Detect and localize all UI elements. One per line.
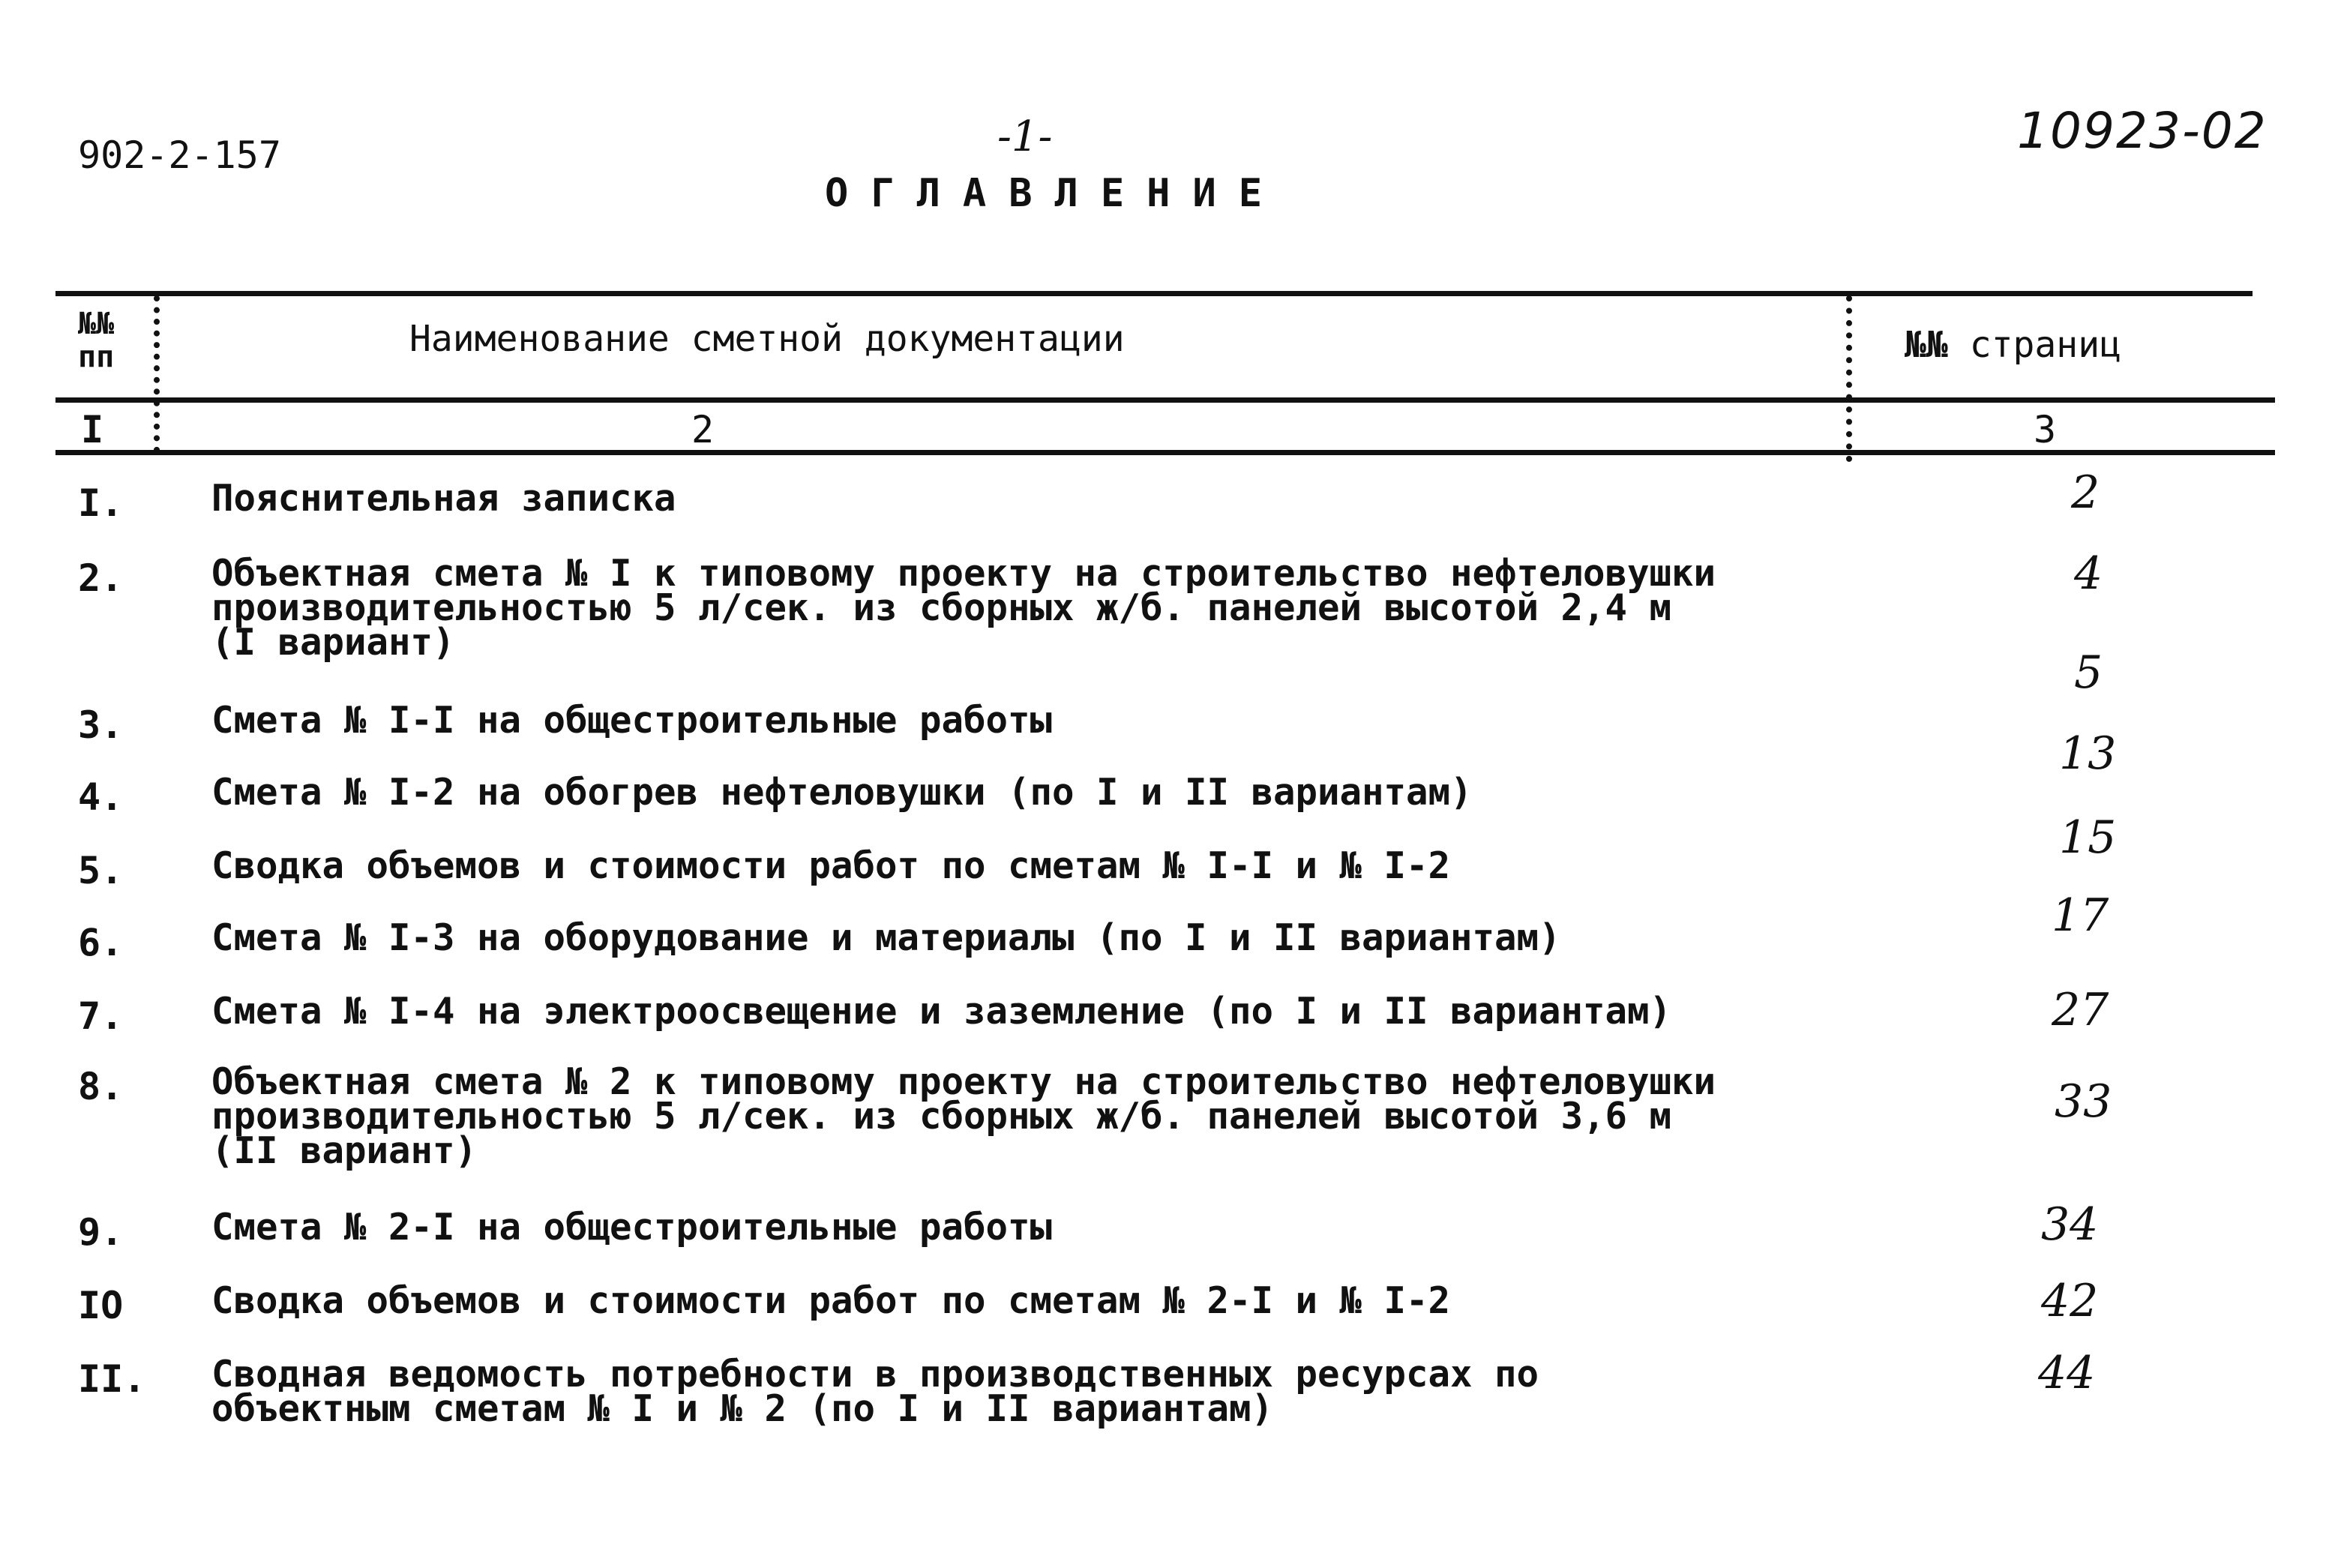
table-top-rule <box>55 291 2253 296</box>
row-title <box>211 771 1473 814</box>
header-name-column: Наименование сметной документации <box>409 318 1125 360</box>
page-ref: 34 <box>2041 1198 2099 1251</box>
column-numbers-bottom-rule <box>55 450 2275 455</box>
row-title-line: (I вариант) <box>211 621 455 664</box>
row-number: 2. <box>78 556 124 600</box>
row-title-line: Смета № I-3 на оборудование и материалы (по I и II вариантам) <box>211 916 1561 959</box>
row-title <box>211 1206 1053 1249</box>
header-number-line2: пп <box>78 340 115 374</box>
row-title-line: производительностью 5 л/сек. из сборных ж/б. панелей высотой 3,6 м <box>211 1095 1672 1138</box>
row-title <box>211 699 1053 742</box>
row-title <box>211 844 1451 887</box>
page-ref: 17 <box>2052 889 2109 942</box>
page-ref: 13 <box>2059 727 2117 780</box>
row-title <box>211 916 1561 959</box>
header-pages-column <box>1905 324 2121 366</box>
row-number: IO <box>78 1284 124 1327</box>
header-number-column <box>78 307 114 373</box>
row-number: 3. <box>78 703 124 747</box>
row-title-line: Объектная смета № 2 к типовому проекту на строительство нефтеловушки <box>211 1060 1716 1103</box>
row-title-line: (II вариант) <box>211 1129 478 1172</box>
header-pages-label: страниц <box>1969 324 2121 366</box>
page-ref: 5 <box>2074 646 2103 699</box>
header-number-line1: №№ <box>78 307 115 341</box>
header-bottom-rule <box>55 397 2275 403</box>
row-title-line: Сводка объемов и стоимости работ по сметам № 2-I и № I-2 <box>211 1279 1451 1322</box>
column-number-1: I <box>81 408 104 451</box>
document-code: 902-2-157 <box>78 133 281 177</box>
row-number: II. <box>78 1357 146 1401</box>
row-title <box>211 552 1716 664</box>
row-title-line: производительностью 5 л/сек. из сборных ж/б. панелей высотой 2,4 м <box>211 586 1672 629</box>
row-title-line: Смета № I-4 на электроосвещение и заземление (по I и II вариантам) <box>211 990 1672 1033</box>
row-number: I. <box>78 481 124 525</box>
row-title-line: Смета № I-I на общестроительные работы <box>211 699 1053 742</box>
row-title-line: Смета № 2-I на общестроительные работы <box>211 1206 1053 1249</box>
row-number: 9. <box>78 1210 124 1254</box>
page-number-mark: -1- <box>997 112 1053 161</box>
row-title <box>211 1353 1539 1430</box>
page-title: ОГЛАВЛЕНИЕ <box>825 171 1285 216</box>
row-title <box>211 1279 1451 1322</box>
column-divider-1 <box>154 295 160 453</box>
page-ref: 2 <box>2071 466 2100 519</box>
page-ref: 33 <box>2055 1075 2112 1128</box>
row-title-line: Пояснительная записка <box>211 477 676 520</box>
row-title-line: объектным сметам № I и № 2 (по I и II вариантам) <box>211 1387 1274 1430</box>
page-ref: 4 <box>2074 547 2103 600</box>
page-ref: 42 <box>2041 1275 2099 1327</box>
row-number: 6. <box>78 921 124 964</box>
row-title <box>211 477 676 520</box>
row-title-line: Объектная смета № I к типовому проекту на строительство нефтеловушки <box>211 552 1716 595</box>
row-title-line: Смета № I-2 на обогрев нефтеловушки (по I и II вариантам) <box>211 771 1473 814</box>
page-ref: 44 <box>2038 1347 2096 1399</box>
column-number-2: 2 <box>691 408 715 451</box>
row-number: 4. <box>78 775 124 819</box>
row-title-line: Сводная ведомость потребности в производственных ресурсах по <box>211 1353 1539 1396</box>
page-ref: 27 <box>2052 984 2109 1036</box>
row-number: 8. <box>78 1065 124 1108</box>
row-title <box>211 1060 1716 1172</box>
row-title <box>211 990 1672 1033</box>
row-title-line: Сводка объемов и стоимости работ по сметам № I-I и № I-2 <box>211 844 1451 887</box>
row-number: 7. <box>78 994 124 1038</box>
column-number-3: 3 <box>2034 408 2057 451</box>
header-pages-prefix: №№ <box>1905 324 1948 366</box>
handwritten-document-number: 10923-02 <box>2017 102 2268 160</box>
page-ref: 15 <box>2059 811 2117 864</box>
row-number: 5. <box>78 849 124 892</box>
column-divider-2 <box>1846 295 1852 462</box>
